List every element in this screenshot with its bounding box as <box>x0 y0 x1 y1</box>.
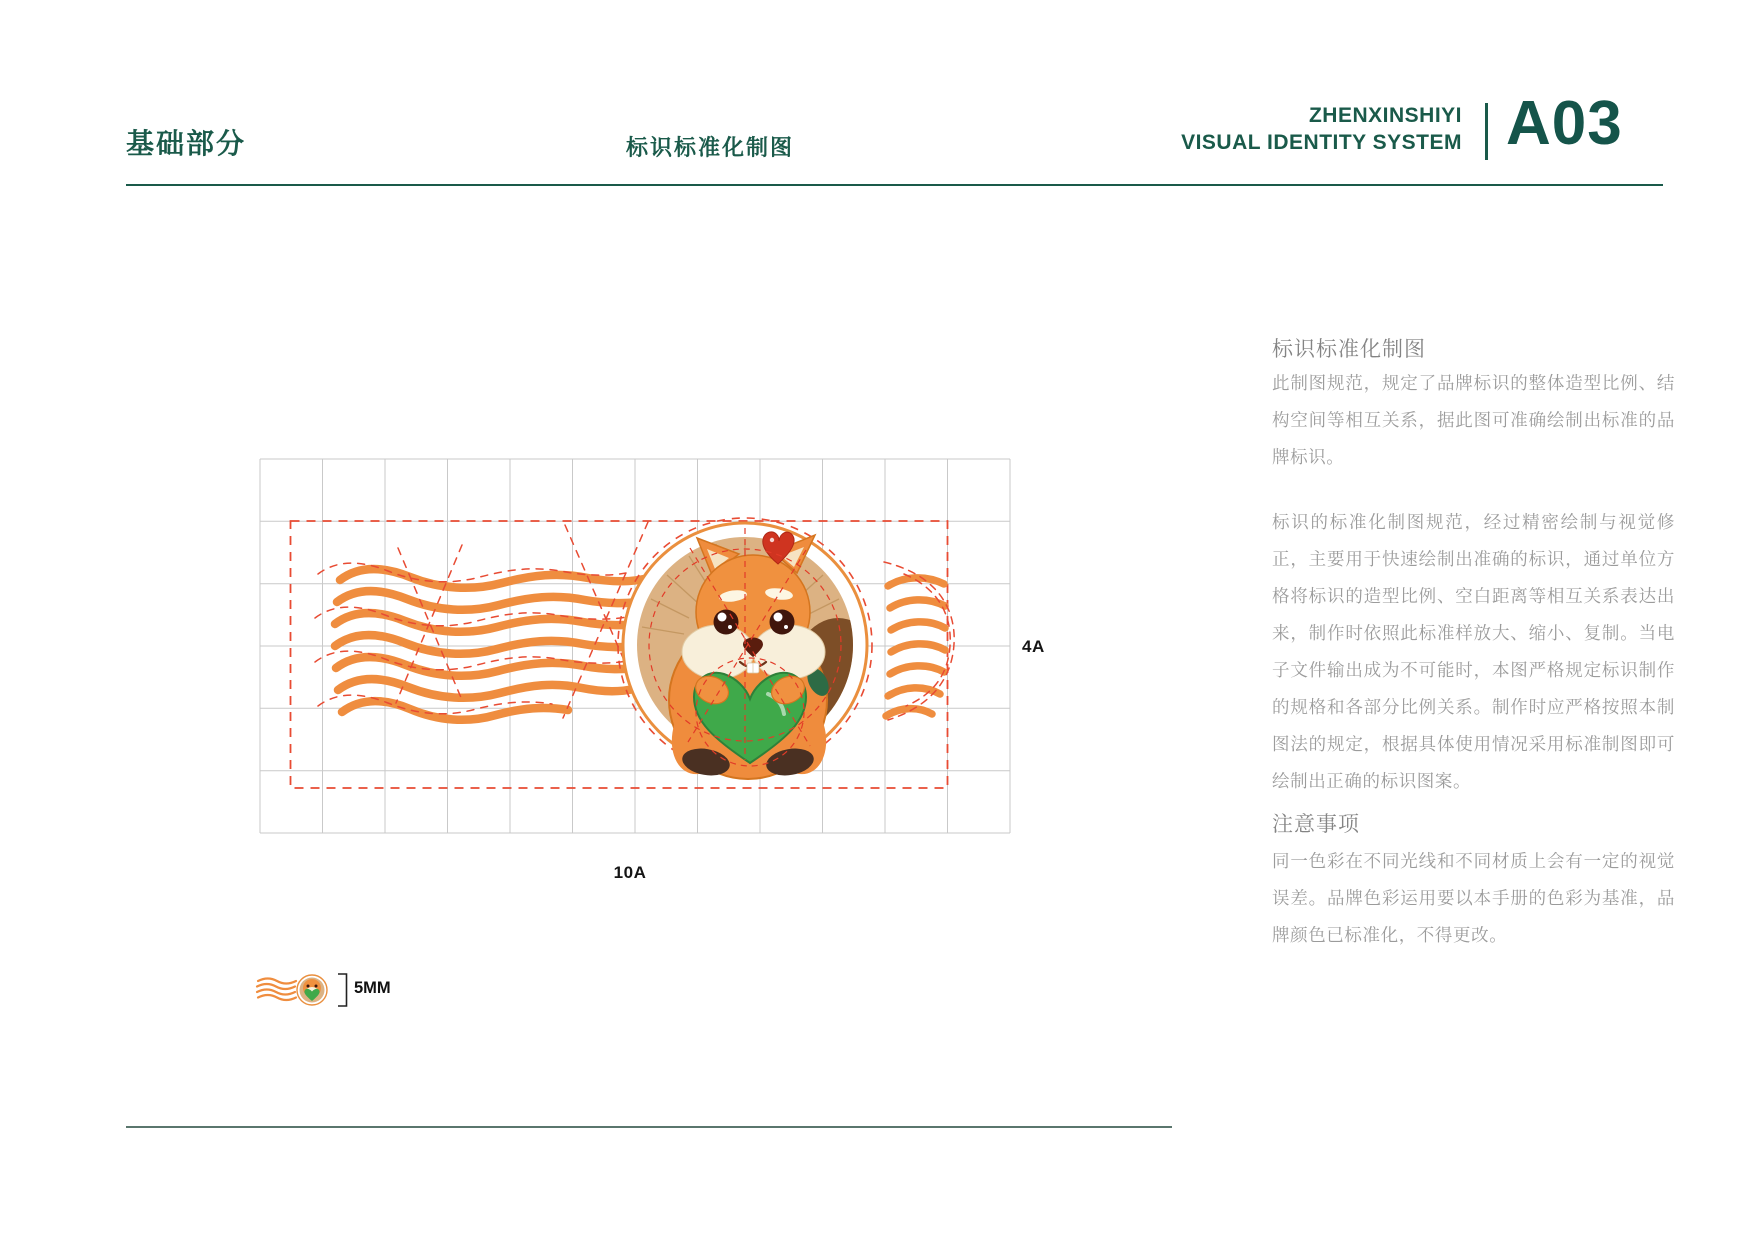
wordmark-waves-left <box>315 522 648 720</box>
spec-section-intro: 此制图规范，规定了品牌标识的整体造型比例、结构空间等相互关系，据此图可准确绘制出标准的品牌标识。 <box>1272 373 1675 467</box>
size-bracket <box>338 974 347 1006</box>
brand-name-en: ZHENXINSHIYI <box>1308 104 1462 127</box>
page-title: 标识标准化制图 <box>625 135 794 160</box>
height-dimension-label: 4A <box>1022 637 1045 656</box>
width-dimension-label: 10A <box>613 863 647 882</box>
minimum-size-logo <box>257 974 347 1006</box>
section-title: 基础部分 <box>126 128 247 159</box>
notes-section-title: 注意事项 <box>1272 813 1360 836</box>
page-code: A03 <box>1506 89 1623 158</box>
spec-section-title: 标识标准化制图 <box>1272 338 1426 361</box>
spec-section-detail: 标识的标准化制图规范，经过精密绘制与视觉修正，主要用于快速绘制出准确的标识，通过单位方格将标识的造型比例、空白距离等相互关系表达出来，制作时依照此标准样放大、缩小、复制。当电子文件输出成为不可能时，本图严格规定标识制作的规格和各部分比例关系。制作时应严格按照本制图法的规定，根据具体使用情况采用标准制图即可绘制出正确的标识图案。 <box>1272 512 1675 791</box>
footer-rule <box>126 1126 1172 1128</box>
mascot-emblem <box>618 518 888 786</box>
wordmark-waves-right <box>884 562 954 720</box>
notes-section-body: 同一色彩在不同光线和不同材质上会有一定的视觉误差。品牌色彩运用要以本手册的色彩为基准，品牌颜色已标准化，不得更改。 <box>1272 851 1675 945</box>
system-name-en: VISUAL IDENTITY SYSTEM <box>1181 131 1462 154</box>
minimum-size-label: 5MM <box>354 979 391 997</box>
